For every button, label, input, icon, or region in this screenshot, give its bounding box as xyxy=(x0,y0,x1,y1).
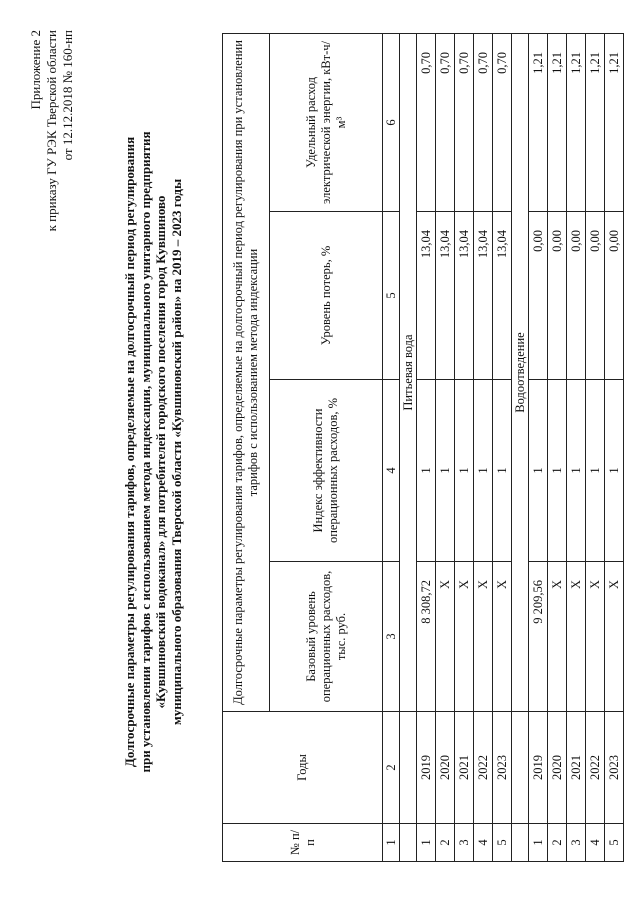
section-spacer xyxy=(512,712,529,824)
cell-base-opex: 8 308,72 xyxy=(417,562,436,712)
row-number: 2 xyxy=(436,824,455,862)
row-year: 2022 xyxy=(586,712,605,824)
row-year: 2021 xyxy=(567,712,586,824)
cell-efficiency-index: 1 xyxy=(548,380,567,562)
cell-efficiency-index: 1 xyxy=(455,380,474,562)
row-year: 2019 xyxy=(529,712,548,824)
header-energy-consumption: Удельный расход электрической энергии, кВт-ч/м³ xyxy=(270,34,383,212)
cell-loss-level: 0,00 xyxy=(567,212,586,380)
row-number: 3 xyxy=(455,824,474,862)
section-spacer xyxy=(512,824,529,862)
header-group: Долгосрочные параметры регулирования тарифов, определяемые на долгосрочный период регулирования при установлении тарифов с использованием метода индексации xyxy=(223,34,270,712)
cell-base-opex: X xyxy=(548,562,567,712)
cell-base-opex: X xyxy=(605,562,624,712)
cell-energy-consumption: 1,21 xyxy=(605,34,624,212)
header-loss-level: Уровень потерь, % xyxy=(270,212,383,380)
cell-base-opex: 9 209,56 xyxy=(529,562,548,712)
row-number: 5 xyxy=(493,824,512,862)
cell-energy-consumption: 0,70 xyxy=(455,34,474,212)
row-year: 2021 xyxy=(455,712,474,824)
row-year: 2022 xyxy=(474,712,493,824)
cell-energy-consumption: 1,21 xyxy=(586,34,605,212)
column-number: 3 xyxy=(383,562,400,712)
section-title: Питьевая вода xyxy=(400,34,417,712)
document-title xyxy=(122,40,184,864)
header-years: Годы xyxy=(223,712,383,824)
cell-efficiency-index: 1 xyxy=(567,380,586,562)
cell-loss-level: 13,04 xyxy=(417,212,436,380)
cell-efficiency-index: 1 xyxy=(586,380,605,562)
cell-efficiency-index: 1 xyxy=(436,380,455,562)
header-number: № п/п xyxy=(223,824,383,862)
column-number: 4 xyxy=(383,380,400,562)
row-number: 4 xyxy=(474,824,493,862)
cell-efficiency-index: 1 xyxy=(605,380,624,562)
row-year: 2020 xyxy=(436,712,455,824)
cell-efficiency-index: 1 xyxy=(529,380,548,562)
row-number: 1 xyxy=(417,824,436,862)
cell-base-opex: X xyxy=(493,562,512,712)
row-number: 2 xyxy=(548,824,567,862)
title-line: муниципального образования Тверской области «Кувшиновский район» на 2019 – 2023 годы xyxy=(168,178,184,726)
cell-efficiency-index: 1 xyxy=(417,380,436,562)
cell-base-opex: X xyxy=(436,562,455,712)
cell-loss-level: 0,00 xyxy=(548,212,567,380)
table-row xyxy=(455,34,474,862)
cell-energy-consumption: 0,70 xyxy=(493,34,512,212)
section-row xyxy=(400,34,417,862)
table-row xyxy=(417,34,436,862)
table-row xyxy=(529,34,548,862)
cell-energy-consumption: 0,70 xyxy=(474,34,493,212)
cell-energy-consumption: 1,21 xyxy=(529,34,548,212)
header-base-opex: Базовый уровень операционных расходов, тыс. руб. xyxy=(270,562,383,712)
table-row xyxy=(567,34,586,862)
row-year: 2020 xyxy=(548,712,567,824)
cell-energy-consumption: 1,21 xyxy=(567,34,586,212)
row-number: 4 xyxy=(586,824,605,862)
cell-loss-level: 13,04 xyxy=(455,212,474,380)
cell-energy-consumption: 1,21 xyxy=(548,34,567,212)
row-number: 3 xyxy=(567,824,586,862)
cell-base-opex: X xyxy=(586,562,605,712)
section-row xyxy=(512,34,529,862)
table-row xyxy=(605,34,624,862)
cell-base-opex: X xyxy=(474,562,493,712)
header-efficiency-index: Индекс эффективности операционных расходов, % xyxy=(270,380,383,562)
cell-loss-level: 13,04 xyxy=(474,212,493,380)
appendix-line: Приложение 2 xyxy=(28,30,43,110)
section-spacer xyxy=(400,824,417,862)
row-number: 1 xyxy=(529,824,548,862)
table-row xyxy=(474,34,493,862)
title-line: «Кувшиновский водоканал» для потребителей городского поселения город Кувшиново xyxy=(153,195,168,709)
cell-loss-level: 0,00 xyxy=(605,212,624,380)
table-row xyxy=(586,34,605,862)
cell-energy-consumption: 0,70 xyxy=(417,34,436,212)
table-row xyxy=(493,34,512,862)
row-number: 5 xyxy=(605,824,624,862)
title-line: Долгосрочные параметры регулирования тарифов, определяемые на долгосрочный период регулирования xyxy=(122,136,137,768)
title-line: при установлении тарифов с использованием метода индексации, муниципального унитарного предприятия xyxy=(137,131,153,773)
section-title: Водоотведение xyxy=(512,34,529,712)
appendix-line: к приказу ГУ РЭК Тверской области xyxy=(44,30,59,232)
column-number: 2 xyxy=(383,712,400,824)
column-number: 5 xyxy=(383,212,400,380)
cell-loss-level: 13,04 xyxy=(436,212,455,380)
row-year: 2019 xyxy=(417,712,436,824)
row-year: 2023 xyxy=(493,712,512,824)
column-number-row xyxy=(383,34,400,862)
column-number: 6 xyxy=(383,34,400,212)
appendix-line: от 12.12.2018 № 160-нп xyxy=(60,30,75,161)
cell-energy-consumption: 0,70 xyxy=(436,34,455,212)
cell-base-opex: X xyxy=(567,562,586,712)
cell-base-opex: X xyxy=(455,562,474,712)
table-row xyxy=(548,34,567,862)
cell-loss-level: 0,00 xyxy=(529,212,548,380)
section-spacer xyxy=(400,712,417,824)
column-number: 1 xyxy=(383,824,400,862)
cell-efficiency-index: 1 xyxy=(493,380,512,562)
table-row xyxy=(436,34,455,862)
cell-loss-level: 0,00 xyxy=(586,212,605,380)
appendix-note xyxy=(28,30,76,231)
row-year: 2023 xyxy=(605,712,624,824)
cell-loss-level: 13,04 xyxy=(493,212,512,380)
cell-efficiency-index: 1 xyxy=(474,380,493,562)
parameters-table xyxy=(222,33,624,862)
